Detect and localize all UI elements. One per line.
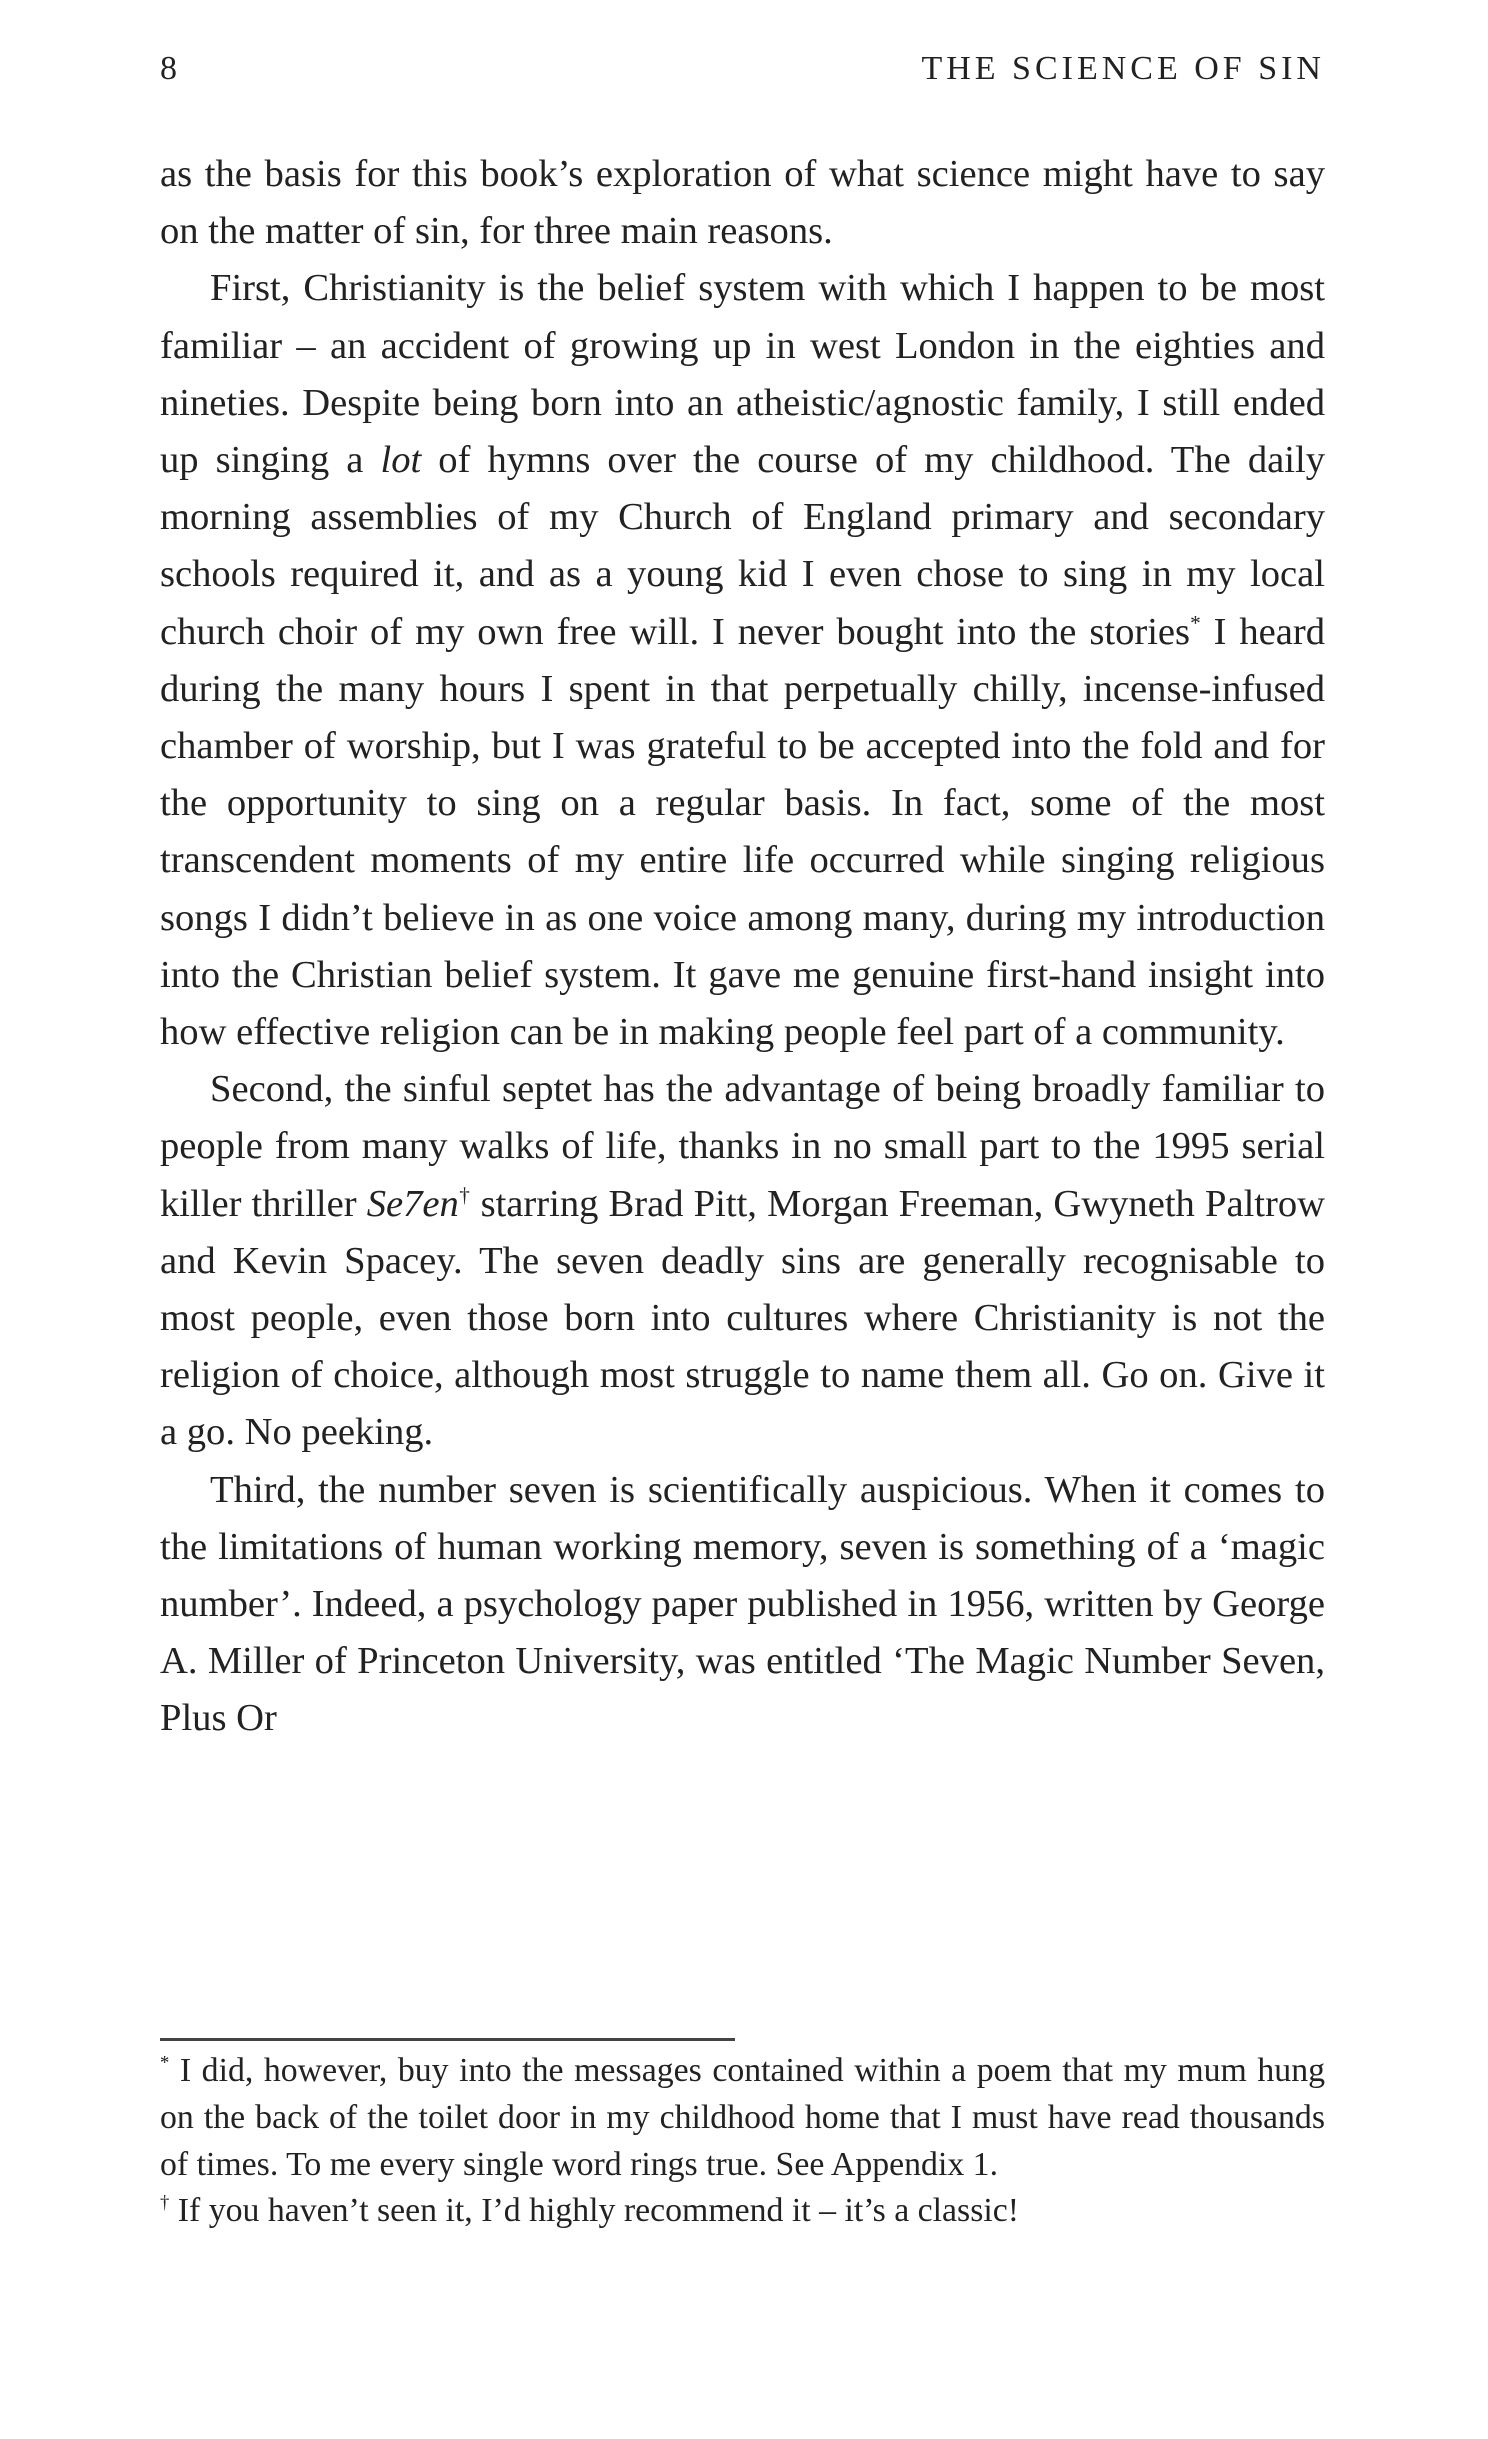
paragraph-third-reason: Third, the number seven is scientifically auspicious. When it comes to the limitations of human working memory, seven is something of a ‘magic number’. Indeed, a psychology paper published in 1956, written by George A. Miller of Princeton University, was entitled ‘The Magic Number Seven, Plus Or [160, 1468, 1325, 1740]
body-text [160, 146, 1325, 1748]
film-title-se7en: Se7en [366, 1182, 459, 1225]
paragraph-first-reason: First, Christianity is the belief system with which I happen to be most familiar – an accident of growing up in west London in the eighties and nineties. Despite being born into an atheistic/agnostic family, I still ended up singing a lot of hymns over the course of my childhood. The daily morning assemblies of my Church of England primary and secondary schools required it, and as a young kid I even chose to sing in my local church choir of my own free will. I never bought into the stories* I heard during the many hours I spent in that perpetually chilly, incense-infused chamber of worship, but I was grateful to be accepted into the fold and for the opportunity to sing on a regular basis. In fact, some of the most transcendent moments of my entire life occurred while singing religious songs I didn’t believe in as one voice among many, during my introduction into the Christian belief system. It gave me genuine first-hand insight into how effective religion can be in making people feel part of a community. [160, 267, 1325, 1054]
footnote-marker-asterisk: * [1190, 610, 1201, 635]
page-header [160, 50, 1325, 100]
footnote-divider [160, 2038, 735, 2041]
page-number: 8 [160, 50, 179, 87]
footnotes [160, 2048, 1325, 2235]
footnote-asterisk: * I did, however, buy into the messages contained within a poem that my mum hung on the back of the toilet door in my childhood home that I must have read thousands of times. To me every single word rings true. See Appendix 1. [160, 2052, 1325, 2183]
paragraph-continuation: as the basis for this book’s exploration of what science might have to say on the matter of sin, for three main reasons. [160, 153, 1325, 253]
paragraph-second-reason: Second, the sinful septet has the advantage of being broadly familiar to people from many walks of life, thanks in no small part to the 1995 serial killer thriller Se7en† starring Brad Pitt, Morgan Freeman, Gwyneth Paltrow and Kevin Spacey. The seven deadly sins are generally recognisable to most people, even those born into cultures where Christianity is not the religion of choice, although most struggle to name them all. Go on. Give it a go. No peeking. [160, 1068, 1326, 1454]
footnote-dagger: † If you haven’t seen it, I’d highly recommend it – it’s a classic! [160, 2192, 1020, 2230]
running-title: THE SCIENCE OF SIN [921, 50, 1325, 87]
emphasis-lot: lot [380, 439, 422, 482]
footnote-marker-dagger: † [458, 1182, 471, 1207]
